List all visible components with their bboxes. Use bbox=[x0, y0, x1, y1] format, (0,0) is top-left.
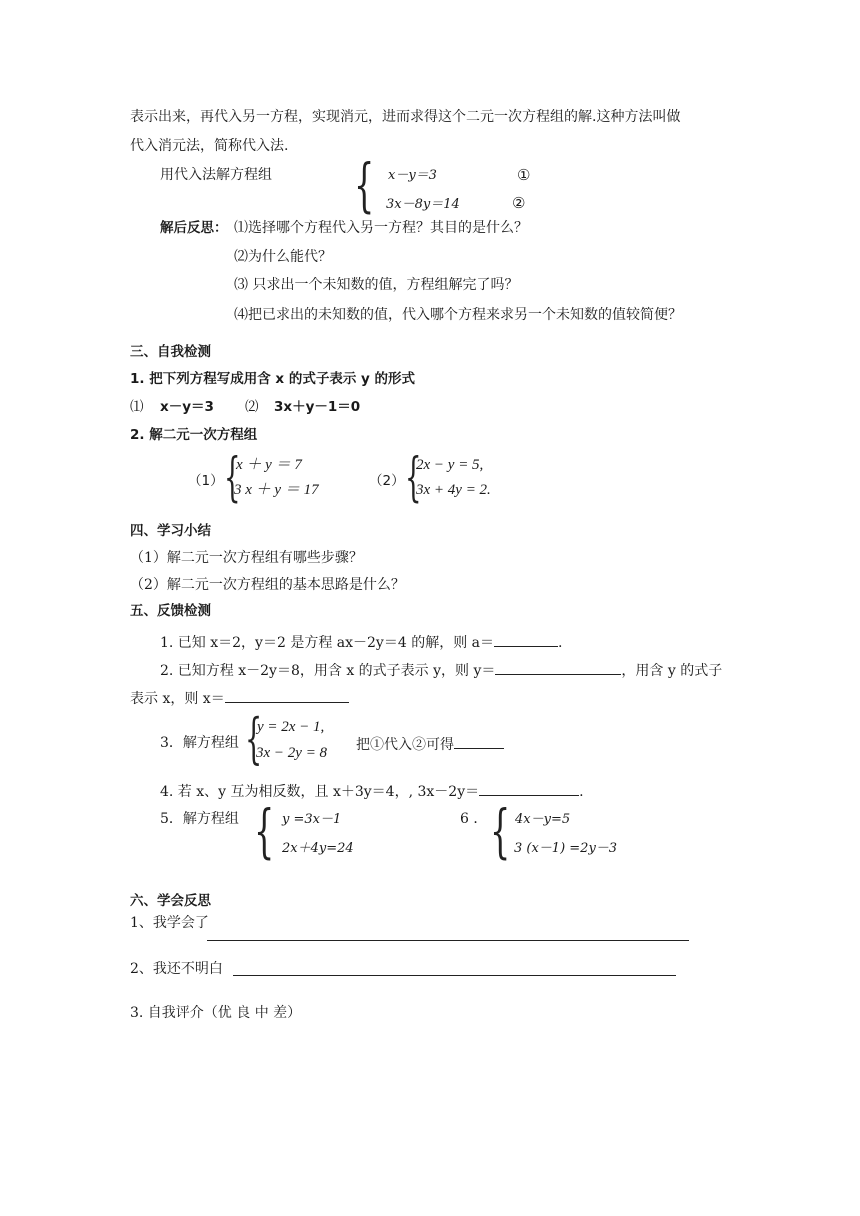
feedback-1-text: 1. 已知 x＝2，y＝2 是方程 ax－2y＝4 的解，则 a＝ bbox=[160, 635, 494, 651]
feedback-2-line-2 bbox=[130, 688, 349, 708]
feedback-1-end: . bbox=[558, 635, 563, 651]
feedback-2-text-3: 表示 x，则 x＝ bbox=[130, 691, 225, 707]
feedback-6-brace: { bbox=[490, 797, 511, 865]
reflection-label: 解后反思： bbox=[160, 220, 228, 236]
example-eq-2: 3x－8y＝14 bbox=[386, 197, 460, 212]
example-label: 用代入法解方程组 bbox=[160, 167, 272, 183]
feedback-2-blank-x[interactable] bbox=[225, 688, 349, 703]
feedback-4-end: . bbox=[579, 784, 584, 800]
section-6-q3: 3. 自我评介（优 良 中 差） bbox=[130, 1005, 302, 1021]
feedback-3-tail-text: 把①代入②可得 bbox=[356, 737, 454, 753]
feedback-4-blank[interactable] bbox=[479, 781, 579, 796]
system-2-eq-1: 2x − y = 5, bbox=[416, 457, 484, 473]
feedback-5-eq-1: y =3x－1 bbox=[282, 812, 342, 827]
feedback-5-brace: { bbox=[254, 797, 275, 865]
feedback-2-text: 2. 已知方程 x－2y＝8，用含 x 的式子表示 y，则 y＝ bbox=[160, 663, 496, 679]
section-3-item-1-a-num: ⑴ bbox=[130, 399, 144, 415]
system-1-eq-2: 3 x ＋ y ＝ 17 bbox=[234, 482, 319, 498]
feedback-5-label: 5．解方程组 bbox=[160, 811, 239, 827]
feedback-4-text: 4. 若 x、y 互为相反数，且 x＋3y＝4，, 3x－2y＝ bbox=[160, 784, 480, 800]
system-1-brace: { bbox=[224, 448, 241, 508]
feedback-3-eq-1: y = 2x − 1, bbox=[257, 719, 325, 735]
system-1-number: （1） bbox=[188, 473, 224, 489]
system-2-number: （2） bbox=[369, 473, 405, 489]
example-eq-1-mark: ① bbox=[517, 166, 531, 184]
system-1-eq-1: x ＋ y ＝ 7 bbox=[236, 457, 302, 473]
section-6-q2: 2、我还不明白 bbox=[130, 961, 223, 977]
feedback-2-text-2: ，用含 y 的式子 bbox=[621, 663, 723, 679]
feedback-3-tail bbox=[356, 734, 504, 754]
feedback-6-eq-1: 4x－y=5 bbox=[515, 812, 571, 827]
section-6-q1: 1、我学会了 bbox=[130, 915, 209, 931]
system-2-eq-2: 3x + 4y = 2. bbox=[416, 482, 491, 498]
feedback-4 bbox=[160, 781, 584, 801]
reflection-q2: ⑵为什么能代？ bbox=[234, 249, 332, 265]
section-6-q1-line[interactable] bbox=[207, 940, 689, 941]
example-eq-2-mark: ② bbox=[512, 194, 526, 212]
section-4-q2: （2）解二元一次方程组的基本思路是什么？ bbox=[130, 577, 405, 593]
section-4-title: 四、学习小结 bbox=[130, 523, 211, 539]
section-3-item-1-b: 3x＋y－1＝0 bbox=[274, 399, 361, 415]
feedback-1 bbox=[160, 632, 562, 652]
intro-line-1: 表示出来，再代入另一方程，实现消元，进而求得这个二元一次方程组的解.这种方法叫做 bbox=[130, 109, 681, 125]
section-3-title: 三、自我检测 bbox=[130, 344, 211, 360]
feedback-2 bbox=[160, 660, 722, 680]
feedback-2-blank-y[interactable] bbox=[495, 660, 621, 675]
feedback-5-eq-2: 2x＋4y=24 bbox=[282, 841, 354, 856]
feedback-3-brace: { bbox=[245, 707, 263, 770]
section-3-item-1-a: x－y＝3 bbox=[160, 399, 214, 415]
example-eq-1: x－y＝3 bbox=[388, 168, 437, 183]
reflection-q1: ⑴选择哪个方程代入另一方程？其目的是什么？ bbox=[234, 220, 528, 236]
section-4-q1: （1）解二元一次方程组有哪些步骤？ bbox=[130, 550, 363, 566]
system-2-brace: { bbox=[405, 448, 422, 508]
feedback-6-eq-2: 3 (x－1) =2y－3 bbox=[514, 841, 618, 856]
example-brace: { bbox=[354, 151, 375, 219]
section-6-q2-line[interactable] bbox=[233, 975, 676, 976]
feedback-1-blank[interactable] bbox=[494, 632, 558, 647]
section-3-item-1: 1. 把下列方程写成用含 x 的式子表示 y 的形式 bbox=[130, 371, 416, 387]
feedback-3-blank[interactable] bbox=[454, 734, 504, 749]
feedback-6-label: 6 ． bbox=[460, 811, 488, 827]
section-6-title: 六、学会反思 bbox=[130, 893, 211, 909]
feedback-3-label: 3．解方程组 bbox=[160, 735, 239, 751]
reflection-q3: ⑶ 只求出一个未知数的值，方程组解完了吗？ bbox=[234, 277, 519, 293]
section-3-item-2: 2. 解二元一次方程组 bbox=[130, 427, 258, 443]
intro-line-2: 代入消元法，简称代入法. bbox=[130, 138, 289, 154]
feedback-3-eq-2: 3x − 2y = 8 bbox=[256, 745, 328, 761]
section-3-item-1-b-num: ⑵ bbox=[245, 399, 259, 415]
section-5-title: 五、反馈检测 bbox=[130, 603, 211, 619]
reflection-q4: ⑷把已求出的未知数的值，代入哪个方程来求另一个未知数的值较简便？ bbox=[234, 307, 682, 323]
